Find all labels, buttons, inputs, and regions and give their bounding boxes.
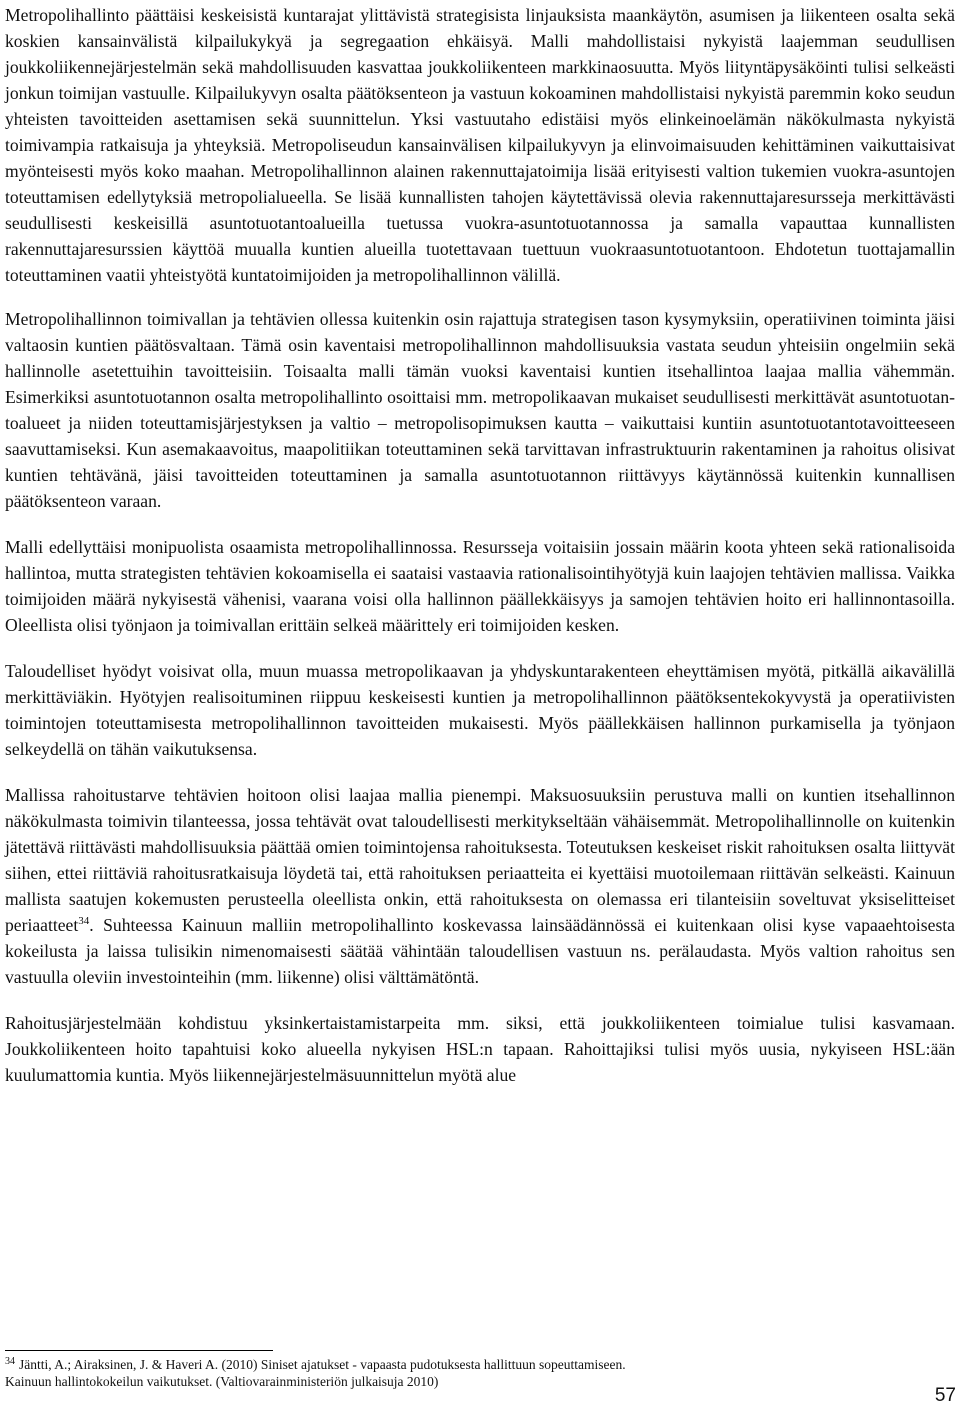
document-body xyxy=(5,2,955,1108)
paragraph-4: Taloudelliset hyödyt voisivat olla, muun muassa metropolikaavan ja yhdyskuntarakenteen eheyttämisen myötä, pitkällä aikavälillä merkittäviäkin. Hyötyjen realisoituminen riippuu keskeisesti kuntien ja metropolihallinnon päätöksentekokyvystä ja operatiivisten toimintojen toteuttamisesta metropolihallinnon tavoitteiden mukaisesti. Myös päällekkäisen hallinnon purkamisella ja työnjaon selkeydellä on tähän vaikutuksensa. xyxy=(5,661,955,759)
paragraph-5 xyxy=(5,782,955,990)
paragraph-3: Malli edellyttäisi monipuolista osaamista metropolihallinnossa. Resursseja voitaisiin jossain määrin koota yhteen sekä rationalisoida hallintoa, mutta strategisten tehtävien kokoamisella ei saataisi vastaavia rationalisointihyötyjä kuin laajojen tehtävien mallissa. Vaikka toimijoiden määrä nykyisestä vähenisi, vaarana voisi olla hallinnon päällekkäisyys ja samojen tehtävien hoito eri hallinnontasoilla. Oleellista olisi työnjaon ja toimivallan erittäin selkeä määrittely eri toimijoiden kesken. xyxy=(5,537,955,635)
paragraph-2: Metropolihallinnon toimivallan ja tehtävien ollessa kuitenkin osin rajattuja strategisen tason kysymyksiin, operatiivinen toiminta jäisi valtaosin kuntien päätösvaltaan. Tämä osin kaventaisi metropolihallinnon mahdollisuuksia vastata seudun yhteisiin ongelmiin sekä hallinnolle asetettuihin tavoitteisiin. Toisaalta malli tämän vuoksi kaventaisi kuntien itsehallintoa laajaa mallia vähemmän. Esimerkiksi asuntotuotannon osalta metropolihallinto osoittaisi mm. metropolikaavan mukaiset seudullisesti merkittävät asuntotuotantoalueet ja niiden toteuttamisjärjestyksen ja valtio – metropolisopimuksen kautta – vaikuttaisi kuntiin asuntotuotantotavoitteeseen saavuttamiseksi. Kun asemakaavoitus, maapolitiikan toteuttaminen sekä tarvittavan infrastruktuurin rakentaminen ja rahoitus olisivat kuntien tehtävänä, jäisi tavoitteiden toteuttaminen ja samalla asuntotuotannon riittävyys käytännössä kuitenkin kunnallisen päätöksenteon varaan. xyxy=(5,309,955,511)
footnote xyxy=(5,1356,905,1390)
footnote-line-1 xyxy=(5,1356,905,1373)
footnote-text-1: Jäntti, A.; Airaksinen, J. & Haveri A. (2010) Siniset ajatukset - vapaasta pudotuksesta hallittuun sopeuttamiseen. xyxy=(19,1357,626,1372)
footnote-mark: 34 xyxy=(5,1356,15,1367)
paragraph-5-text: Mallissa rahoitustarve tehtävien hoitoon olisi laajaa mallia pienempi. Maksuosuuksiin perustuva malli on kuntien itsehallinnon näkökulmasta toimivin tilanteessa, jossa tehtävät ovat taloudellisesti merkitykseltään vähäisemmät. Metropolihallinnolle on kuitenkin jätettävä riittävästi mahdollisuuksia päättää omien toimintojensa rahoituksesta. Toteutuksen keskeiset riskit rahoituksen osalta liittyvät siihen, ettei riittäviä rahoitusratkaisuja löydetä tai, että rahoituksen periaatteita ei kyettäisi muotoilemaan riittävän selkeästi. Kainuun mallista saatujen kokemusten perusteella oleellista onkin, että rahoituksesta on olemassa eri tilanteisiin soveltuvat yksiselitteiset periaatteet xyxy=(5,785,955,935)
paragraph-6: Rahoitusjärjestelmään kohdistuu yksinkertaistamistarpeita mm. siksi, että joukkoliikenteen toimialue tulisi kasvamaan. Joukkoliikenteen hoito tapahtuisi koko alueella nykyisen HSL:n tapaan. Rahoittajiksi tulisi myös uusia, nykyiseen HSL:ään kuulumattomia kuntia. Myös liikennejärjestelmäsuunnittelun myötä alue xyxy=(5,1013,955,1085)
paragraph-5-text-after: . Suhteessa Kainuun malliin metropolihallinto koskevassa lainsäädännössä ei kuitenkaan olisi kyse vapaaehtoisesta kokeilusta ja laissa tulisikin nimenomaisesti säätää vähintään taloudellisen vastuun ns. perälaudasta. Myös valtion rahoitus sen vastuulla oleviin investointeihin (mm. liikenne) olisi välttämätöntä. xyxy=(5,915,955,987)
page-number: 57 xyxy=(934,1385,956,1406)
footnote-divider xyxy=(5,1350,273,1351)
paragraph-1: Metropolihallinto päättäisi keskeisistä kuntarajat ylittävistä strategisista linjauksista maankäytön, asumisen ja liikenteen osalta sekä koskien kansainvälistä kilpailukykyä ja segregaation ehkäisyä. Malli mahdollistaisi nykyistä laajemman seudullisen joukkoliikennejärjestelmän sekä mahdollisuuden kasvattaa joukkoliikenteen markkinaosuutta. Myös liityntäpysäköinti tulisi selkeästi jonkun toimijan vastuulle. Kilpailukyvyn osalta päätöksenteon ja vastuun kokoaminen mahdollistaisi nykyistä paremmin koko seudun yhteisten tavoitteiden asettamisen sekä suunnittelun. Yksi vastuutaho edistäisi myös elinkeinoelämän näkökulmasta nykyistä toimivampia ratkaisuja ja yhteyksiä. Metropoliseudun kansainvälisen kilpailukyvyn ja elinvoimaisuuden kehittäminen vaikuttaisivat myönteisesti myös koko maahan. Metropolihallinnon alainen rakennuttajatoimija lisää erityisesti valtion tukemien vuokra-asuntojen toteuttamisen edellytyksiä metropolialueella. Se lisää kunnallisten tahojen käytettävissä olevia rakennuttajaresursseja merkittävästi seudullisesti keskeisillä asuntotuotantoalueilla tuetussa vuokra-asuntotuotannossa ja samalla vapauttaa kunnallisten rakennuttajaresurssien käyttöä muualla kuntien alueilla tuotettavaan tuettuun vuokraasuntotuotantoon. Ehdotetun tuottajamallin toteuttaminen vaatii yhteistyötä kuntatoimijoiden ja metropolihallinnon välillä. xyxy=(5,5,955,285)
footnote-reference: 34 xyxy=(78,915,90,927)
footnote-line-2: Kainuun hallintokokeilun vaikutukset. (Valtiovarainministeriön julkaisuja 2010) xyxy=(5,1374,439,1389)
